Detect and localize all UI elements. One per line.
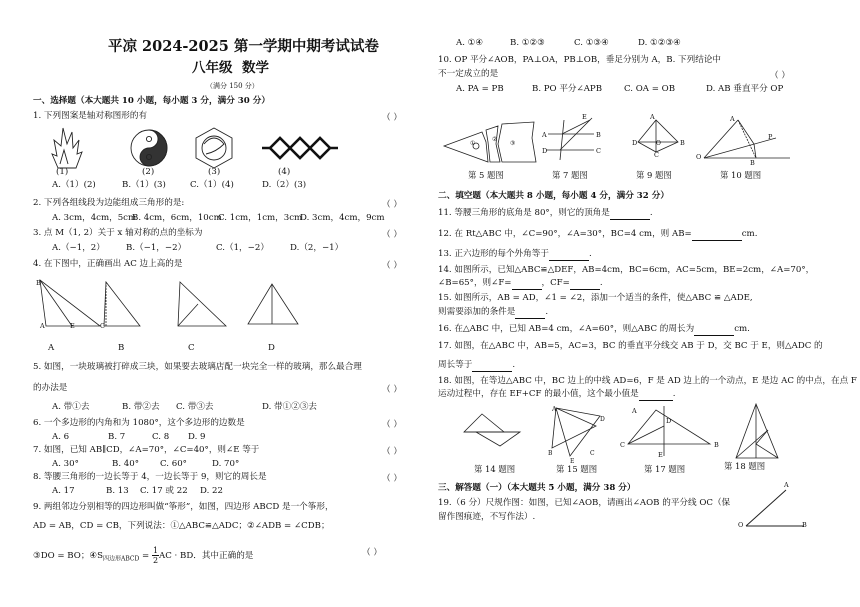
q1-option-d[interactable]: D.（2）(3)	[262, 180, 307, 190]
section2-heading: 二、填空题（本大题共 8 小题，每小题 4 分，满分 32 分）	[438, 191, 669, 201]
fig19-angle-aob	[740, 486, 820, 532]
q16-stem	[438, 324, 750, 336]
fig7-pt-c: C	[596, 147, 601, 155]
q18-stem-2: 运动过程中，存在 EF+CF 的最小值，这个最小值是 .	[438, 389, 676, 399]
q5-option-d[interactable]: D. 带①②③去	[262, 402, 318, 412]
q11-text: 11. 等腰三角形的底角是 80°，则它的顶角是	[438, 208, 610, 218]
figures-row-1	[442, 112, 852, 172]
q2-answer-paren: （ ）	[382, 200, 402, 210]
fig9-pt-a: A	[650, 113, 655, 121]
q2-option-d[interactable]: D. 3cm，4cm，9cm	[300, 213, 385, 223]
q1-symmetry-figures	[48, 124, 348, 170]
q1-figure-4	[262, 138, 338, 158]
q6-option-b[interactable]: B. 7	[108, 432, 126, 442]
fig15-pt-a: A	[552, 406, 557, 413]
q12-text: 12. 在 Rt△ABC 中，∠C=90°，∠A=30°，BC=4 cm，则 AB=	[438, 229, 692, 239]
fig7-pt-a: A	[542, 131, 547, 139]
q8-option-a[interactable]: A. 17	[52, 486, 75, 496]
fig5-piece-1: ①	[470, 140, 476, 147]
q15-stem: 15. 如图所示，AB = AD，∠1 = ∠2，添加一个适当的条件，使△ABC ≌ △ADE,	[438, 293, 753, 303]
q9-fraction-num: 1	[152, 546, 159, 555]
q7-answer-paren: （ ）	[382, 447, 402, 457]
q7-option-b[interactable]: B. 40°	[112, 459, 140, 469]
fig10-caption: 第 10 题图	[720, 170, 762, 180]
q15-stem-2: 则需要添加的条件是 .	[438, 307, 549, 317]
q7-option-a[interactable]: A. 30°	[52, 459, 79, 469]
fig5-piece-2: ②	[492, 136, 498, 143]
fig15-pt-d: D	[600, 416, 605, 423]
fig5-broken-glass	[444, 122, 536, 162]
fig14-caption: 第 14 题图	[474, 464, 516, 474]
exam-title: 平凉 2024-2025 第一学期中期考试试卷	[108, 38, 379, 55]
q17-stem-2: 周长等于 .	[438, 360, 516, 370]
q14-text-c: ，CF=	[541, 278, 570, 288]
q12-unit: cm.	[741, 229, 758, 239]
fig10-pt-a: A	[730, 115, 735, 123]
q1-figure-3	[196, 128, 232, 168]
q1-label-3: (3)	[208, 167, 221, 177]
q7-option-c[interactable]: C. 60°	[160, 459, 187, 469]
fig9-pt-o: O	[656, 140, 661, 147]
q9-area-subscript: 四边形ABCD	[103, 555, 140, 563]
q4-label-a[interactable]: A	[48, 343, 55, 353]
q12-answer-blank[interactable]	[692, 229, 742, 241]
fig10-pt-b: B	[750, 159, 755, 167]
q9-option-c[interactable]: C. ①③④	[574, 38, 609, 48]
fig7-caption: 第 7 题图	[552, 170, 588, 180]
q17-stem: 17. 如图，在△ABC 中，AB=5，AC=3，BC 的垂直平分线交 AB 于 D，交 BC 于 E，则△ADC 的	[438, 341, 823, 351]
q2-option-a[interactable]: A. 3cm，4cm，5cm	[52, 213, 137, 223]
q3-option-b[interactable]: B.（−1，−2）	[126, 243, 187, 253]
q7-option-d[interactable]: D. 70°	[212, 459, 240, 469]
fig10-angle	[704, 120, 790, 158]
fig5-piece-3: ③	[510, 140, 516, 147]
q6-answer-paren: （ ）	[382, 420, 402, 430]
q16-unit: cm.	[734, 324, 750, 334]
fig17-pt-e: E	[658, 451, 663, 459]
fig17-caption: 第 17 题图	[644, 464, 686, 474]
q1-figure-2	[131, 130, 167, 166]
q6-option-a[interactable]: A. 6	[52, 432, 70, 442]
q11-stem: 11. 等腰三角形的底角是 80°，则它的顶角是 .	[438, 208, 653, 218]
q9-line-3b: =	[139, 551, 152, 561]
q1-stem: 1. 下列图案是轴对称图形的有	[33, 111, 148, 121]
q9-line-2: AD = AB，CD = CB，下列说法：①△ABC≌△ADC；②∠ADB = ∠CDB；	[33, 521, 330, 531]
q13-answer-blank[interactable]	[549, 249, 589, 261]
fig18-caption: 第 18 题图	[724, 461, 766, 471]
fig17-pt-a: A	[632, 407, 637, 415]
q4-triangle-figures	[36, 278, 316, 330]
fig17-pt-c: C	[620, 441, 625, 449]
fig14-triangles	[464, 414, 520, 446]
q9-stem: 9. 两组邻边分别相等的四边形叫做“筝形”，如图，四边形 ABCD 是一个筝形，	[33, 502, 334, 512]
q4-pt-c: C	[100, 322, 105, 330]
q10-stem: 10. OP 平分∠AOB，PA⊥OA，PB⊥OB，垂足分别为 A，B. 下列结论中	[438, 55, 722, 65]
fig7-pt-b: B	[596, 131, 601, 139]
q1-answer-paren: （ ）	[382, 113, 402, 123]
fig15-pt-e: E	[570, 458, 575, 465]
fig5-caption: 第 5 题图	[468, 170, 504, 180]
q13-stem: 13. 正六边形的每个外角等于 .	[438, 249, 592, 259]
q4-figure-c	[178, 282, 226, 326]
q3-answer-paren: （ ）	[382, 230, 402, 240]
q1-option-c[interactable]: C.（1）(4)	[190, 180, 234, 190]
q4-figure-d	[248, 284, 298, 324]
q8-stem: 8. 等腰三角形的一边长等于 4，一边长等于 9，则它的周长是	[33, 472, 267, 482]
fig7-pt-d: D	[542, 147, 548, 155]
q9-option-b[interactable]: B. ①②③	[510, 38, 545, 48]
q8-option-b[interactable]: B. 13	[106, 486, 129, 496]
q4-answer-paren: （ ）	[382, 261, 402, 271]
fig10-pt-p: P	[768, 133, 773, 141]
q18-text-b: 运动过程中，存在 EF+CF 的最小值，这个最小值是	[438, 389, 639, 399]
q10-option-b[interactable]: B. PO 平分∠APB	[532, 84, 603, 94]
q6-option-d[interactable]: D. 9	[188, 432, 206, 442]
q4-pt-a: A	[40, 322, 45, 330]
q16-answer-blank[interactable]	[694, 324, 734, 336]
q1-figure-1	[52, 128, 82, 168]
fig9-pt-b: B	[680, 139, 685, 147]
q4-stem: 4. 在下图中，正确画出 AC 边上高的是	[33, 259, 183, 269]
fig15-caption: 第 15 题图	[556, 464, 598, 474]
q5-option-a[interactable]: A. 带①去	[52, 402, 90, 412]
q6-option-c[interactable]: C. 8	[152, 432, 170, 442]
q17-text-b: 周长等于	[438, 360, 473, 370]
q5-stem: 5. 如图，一块玻璃被打碎成三块，如果要去玻璃店配一块完全一样的玻璃，那么最合理	[33, 362, 362, 372]
q6-stem: 6. 一个多边形的内角和为 1080°，这个多边形的边数是	[33, 418, 245, 428]
q4-figure-b	[104, 282, 140, 326]
fig19-pt-a: A	[784, 481, 789, 489]
fig18-triangle	[736, 404, 778, 458]
q5-answer-paren: （ ）	[382, 385, 402, 395]
q3-option-d[interactable]: D.（2，−1）	[290, 243, 344, 253]
q4-label-c[interactable]: C	[188, 343, 195, 353]
q12-stem	[438, 229, 757, 241]
fig19-pt-b: B	[802, 521, 807, 529]
q2-option-b[interactable]: B. 4cm，6cm，10cm	[132, 213, 222, 223]
fig15-pt-b: B	[548, 450, 553, 457]
q4-figure-a	[40, 280, 100, 326]
fig17-pt-b: B	[714, 441, 719, 449]
q3-option-a[interactable]: A.（−1，2）	[52, 243, 105, 253]
figures-row-2	[460, 400, 820, 462]
section3-heading: 三、解答题（一）（本大题共 5 小题，满分 38 分）	[438, 483, 636, 493]
q1-label-2: (2)	[142, 167, 155, 177]
q1-label-1: (1)	[56, 167, 69, 177]
q14-text-b: ∠B=65°，则∠F=	[438, 278, 512, 288]
q19-stem: 19.（6 分）尺规作图：如图，已知∠AOB，请画出∠AOB 的平分线 OC（保	[438, 498, 731, 508]
q8-answer-paren: （ ）	[382, 474, 402, 484]
q14-length-blank[interactable]	[570, 278, 600, 290]
q14-angle-blank[interactable]	[512, 278, 542, 290]
fig7-pt-e: E	[582, 113, 587, 121]
q10-option-a[interactable]: A. PA = PB	[456, 84, 504, 94]
fig7-parallel-lines	[546, 118, 594, 160]
q15-answer-blank[interactable]	[515, 307, 545, 319]
q5-option-c[interactable]: C. 带③去	[176, 402, 214, 412]
q13-text: 13. 正六边形的每个外角等于	[438, 249, 549, 259]
q1-option-b[interactable]: B.（1）(3)	[122, 180, 166, 190]
q14-stem: 14. 如图所示，已知△ABC≌△DEF，AB=4cm，BC=6cm，AC=5cm，BE=2cm，∠A=70°，	[438, 265, 815, 275]
q3-stem: 3. 点 M（1, 2）关于 x 轴对称的点的坐标为	[33, 228, 203, 238]
right-column	[432, 0, 860, 607]
full-score: （满分 150 分）	[206, 82, 259, 90]
q5-option-b[interactable]: B. 带②去	[122, 402, 160, 412]
q9-fraction-den: 2	[152, 556, 159, 565]
q17-answer-blank[interactable]	[472, 360, 512, 372]
q7-stem: 7. 如图，已知 AB∥CD，∠A=70°，∠C=40°，则∠E 等于	[33, 445, 260, 455]
grade-label: 八年级	[192, 60, 233, 76]
q8-option-c[interactable]: C. 17 或 22	[140, 486, 188, 496]
section1-heading: 一、选择题（本大题共 10 小题，每小题 3 分，满分 30 分）	[33, 96, 270, 106]
q9-fraction	[152, 546, 159, 565]
q19-stem-2: 留作图痕迹，不写作法）.	[438, 512, 536, 522]
q9-line-3c: AC · BD．其中正确的是	[159, 551, 254, 561]
q4-label-d[interactable]: D	[268, 343, 275, 353]
q1-option-a[interactable]: A.（1）(2)	[52, 180, 96, 190]
fig9-pt-c: C	[654, 151, 659, 159]
q10-answer-paren: （ ）	[770, 71, 790, 81]
q1-label-4: (4)	[278, 167, 291, 177]
fig10-pt-o: O	[696, 153, 702, 161]
q4-pt-b: B	[36, 279, 41, 287]
q9-line-3	[33, 546, 253, 565]
fig9-caption: 第 9 题图	[636, 170, 672, 180]
q2-option-c[interactable]: C. 1cm，1cm，3cm	[218, 213, 303, 223]
q8-option-d[interactable]: D. 22	[200, 486, 223, 496]
q11-answer-blank[interactable]	[610, 208, 650, 220]
q10-option-d[interactable]: D. AB 垂直平分 OP	[706, 84, 784, 94]
q3-option-c[interactable]: C.（1，−2）	[216, 243, 269, 253]
q14-stem-2: ∠B=65°，则∠F= ，CF= .	[438, 278, 603, 288]
q18-stem: 18. 如图，在等边△ABC 中，BC 边上的中线 AD=6，F 是 AD 边上的一个动点，E 是边 AC 的中点，在点 F	[438, 376, 857, 386]
q9-answer-paren: （ ）	[362, 548, 382, 558]
q9-option-a[interactable]: A. ①④	[456, 38, 484, 48]
q4-pt-e: E	[70, 322, 75, 330]
fig19-pt-o: O	[738, 521, 744, 529]
fig15-pt-c: C	[590, 450, 595, 457]
q9-line-3a: ③DO = BO；④S	[33, 551, 104, 561]
q16-text: 16. 在△ABC 中，已知 AB=4 cm，∠A=60°，则△ABC 的周长为	[438, 324, 695, 334]
q5-stem-2: 的办法是	[33, 383, 68, 393]
fig9-pt-d: D	[632, 139, 638, 147]
q9-option-d[interactable]: D. ①②③④	[638, 38, 681, 48]
subject-label: 数学	[242, 60, 269, 76]
fig17-pt-d: D	[666, 417, 672, 425]
q10-option-c[interactable]: C. OA = OB	[624, 84, 676, 94]
q4-label-b[interactable]: B	[118, 343, 125, 353]
q10-stem-2: 不一定成立的是	[438, 69, 499, 79]
fig17-triangle	[628, 406, 710, 456]
q2-stem: 2. 下列各组线段为边能组成三角形的是:	[33, 198, 185, 208]
q15-text-b: 则需要添加的条件是	[438, 307, 516, 317]
